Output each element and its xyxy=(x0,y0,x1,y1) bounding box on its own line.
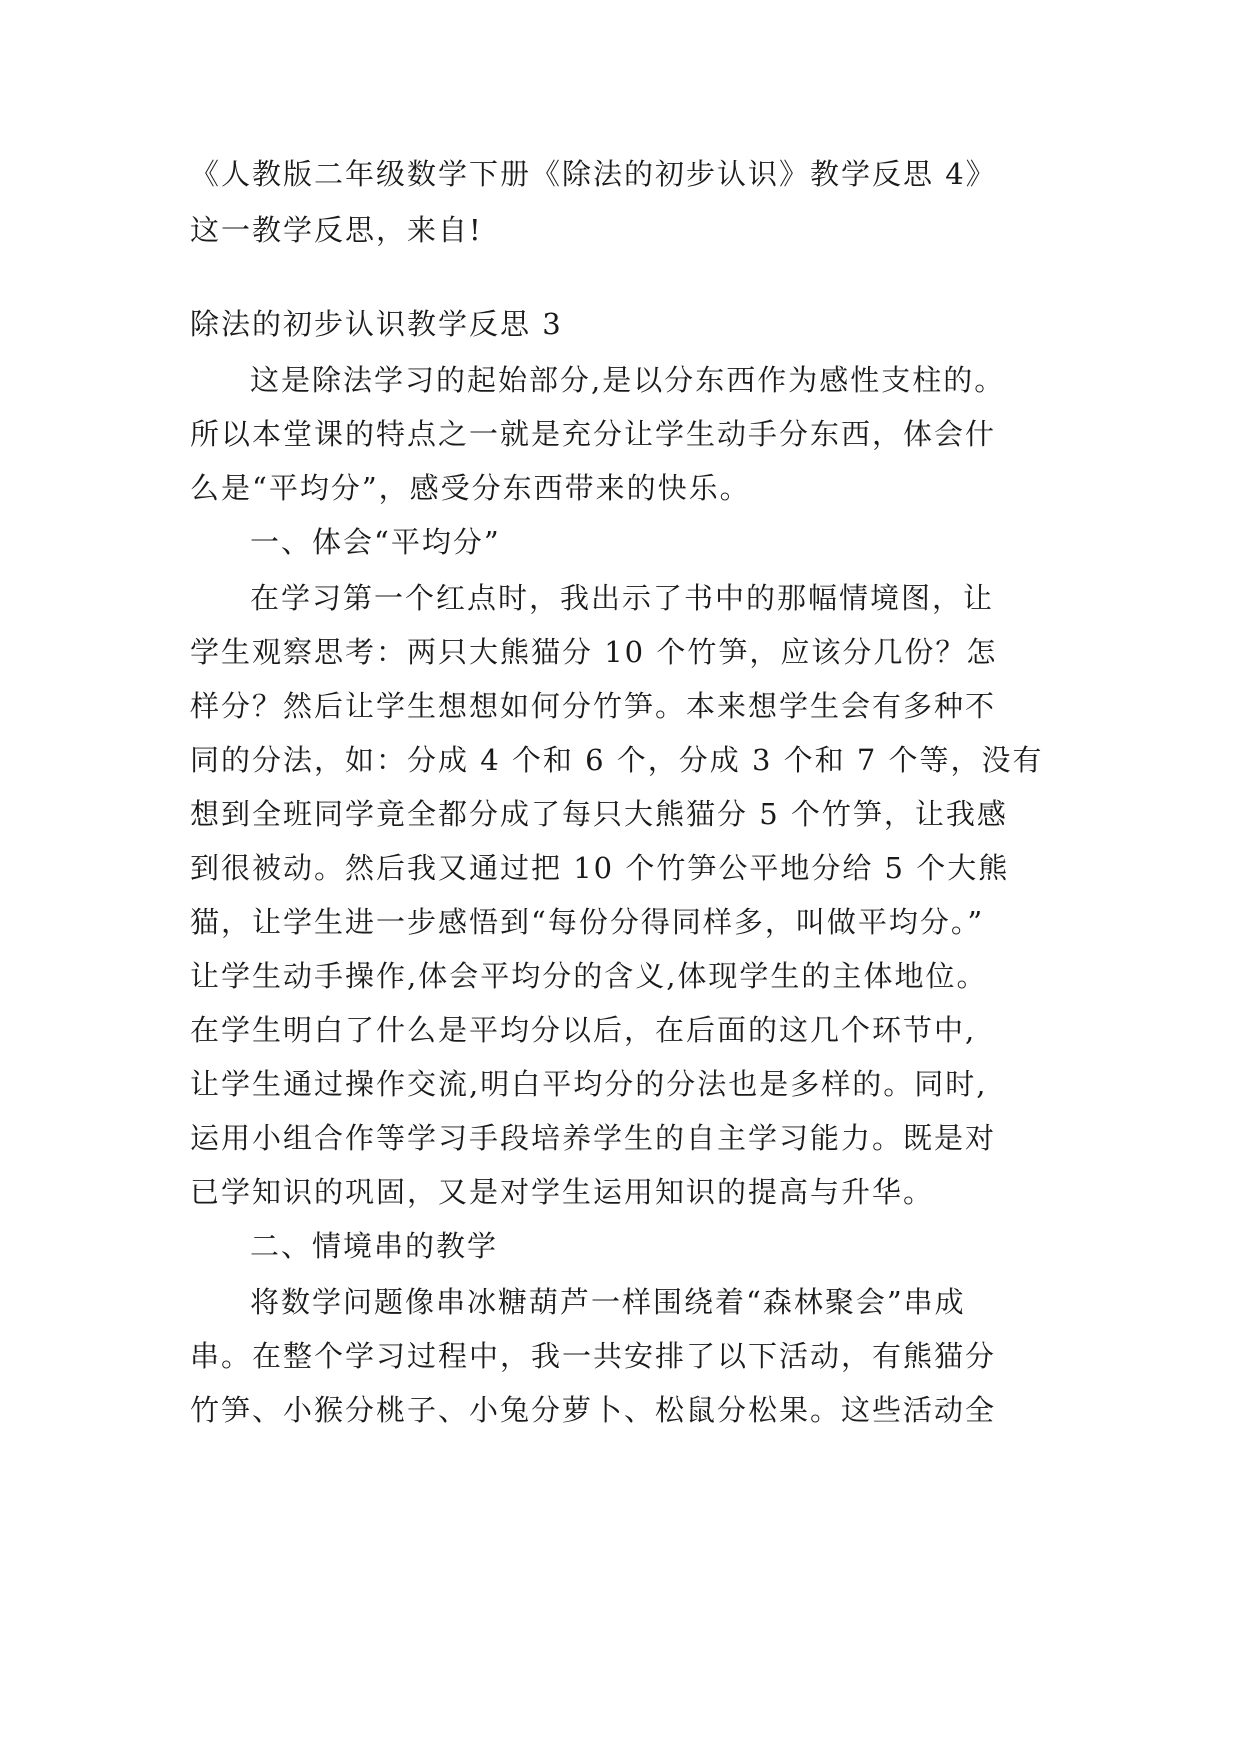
paragraph-line: 这是除法学习的起始部分,是以分东西作为感性支柱的。 xyxy=(250,363,1006,397)
paragraph-line: 让学生通过操作交流,明白平均分的分法也是多样的。同时, xyxy=(190,1067,988,1101)
paragraph-line: 想到全班同学竟全都分成了每只大熊猫分 5 个竹笋，让我感 xyxy=(190,797,1008,831)
subheading-2: 二、情境串的教学 xyxy=(250,1229,499,1263)
paragraph-line: 所以本堂课的特点之一就是充分让学生动手分东西，体会什 xyxy=(190,417,997,451)
paragraph-line: 已学知识的巩固，又是对学生运用知识的提高与升华。 xyxy=(190,1175,935,1209)
section-heading: 除法的初步认识教学反思 3 xyxy=(190,307,563,341)
paragraph-line: 串。在整个学习过程中，我一共安排了以下活动，有熊猫分 xyxy=(190,1339,997,1373)
paragraph-line: 同的分法，如：分成 4 个和 6 个，分成 3 个和 7 个等，没有 xyxy=(190,743,1044,777)
paragraph-line: 竹笋、小猴分桃子、小兔分萝卜、松鼠分松果。这些活动全 xyxy=(190,1393,997,1427)
paragraph-line: 学生观察思考：两只大熊猫分 10 个竹笋，应该分几份？怎 xyxy=(190,635,998,669)
paragraph-line: 猫，让学生进一步感悟到“每份分得同样多，叫做平均分。” xyxy=(190,905,985,939)
paragraph-line: 么是“平均分”，感受分东西带来的快乐。 xyxy=(190,471,751,505)
subheading-1: 一、体会“平均分” xyxy=(250,525,501,559)
paragraph-line: 到很被动。然后我又通过把 10 个竹笋公平地分给 5 个大熊 xyxy=(190,851,1010,885)
paragraph-line: 在学习第一个红点时，我出示了书中的那幅情境图，让 xyxy=(250,581,995,615)
paragraph-line: 将数学问题像串冰糖葫芦一样围绕着“森林聚会”串成 xyxy=(250,1285,966,1319)
paragraph-line: 运用小组合作等学习手段培养学生的自主学习能力。既是对 xyxy=(190,1121,997,1155)
paragraph-line: 让学生动手操作,体会平均分的含义,体现学生的主体地位。 xyxy=(190,959,988,993)
intro-title-line: 《人教版二年级数学下册《除法的初步认识》教学反思 4》 xyxy=(190,157,997,191)
paragraph-line: 在学生明白了什么是平均分以后，在后面的这几个环节中, xyxy=(190,1013,977,1047)
paragraph-line: 样分？然后让学生想想如何分竹笋。本来想学生会有多种不 xyxy=(190,689,997,723)
intro-source-line: 这一教学反思，来自! xyxy=(190,213,483,247)
